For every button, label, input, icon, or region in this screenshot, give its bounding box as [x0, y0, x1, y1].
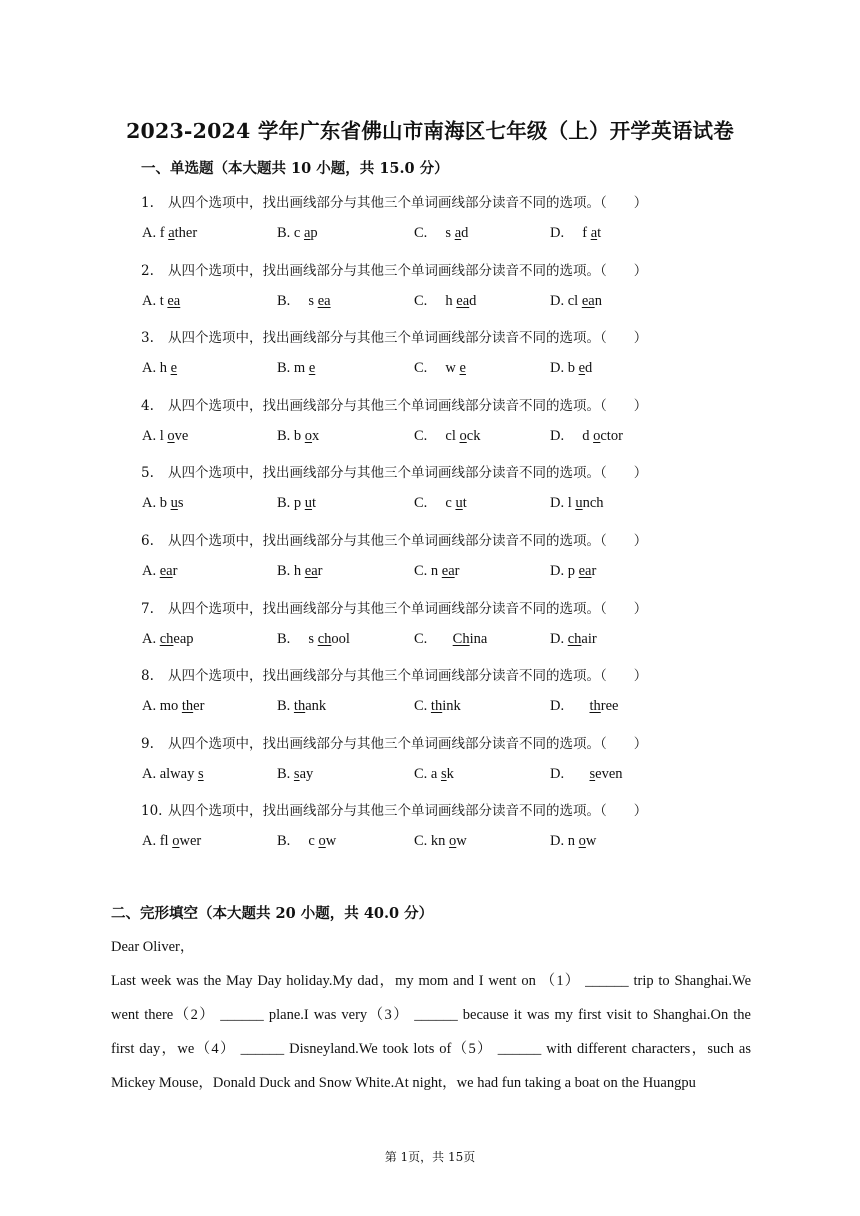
- option-prefix: B.: [277, 698, 294, 714]
- option-suffix: even: [595, 766, 623, 782]
- option-prefix: A. b: [142, 495, 171, 511]
- option-suffix: ve: [174, 428, 189, 444]
- option-prefix: B. h: [277, 563, 305, 579]
- option-prefix: C. h: [414, 293, 457, 309]
- page-footer: 第 1页，共 15页: [384, 1150, 476, 1164]
- underlined-letters: o: [167, 428, 175, 444]
- underlined-letters: s: [197, 766, 204, 782]
- answer-option[interactable]: [414, 766, 454, 783]
- option-prefix: B.: [277, 766, 294, 782]
- option-suffix: k: [446, 766, 454, 782]
- answer-option[interactable]: [142, 360, 177, 377]
- option-row: [142, 631, 702, 653]
- underlined-letters: e: [170, 360, 178, 376]
- option-prefix: D.: [550, 631, 568, 647]
- question-stem: [141, 191, 647, 211]
- option-suffix: nch: [582, 495, 604, 511]
- letter-greeting: Dear Oliver，: [111, 939, 195, 955]
- underlined-letters: ea: [578, 563, 592, 579]
- answer-option[interactable]: [550, 698, 618, 715]
- option-prefix: D. cl: [550, 293, 582, 309]
- underlined-letters: ea: [304, 563, 318, 579]
- underlined-letters: ea: [159, 563, 173, 579]
- option-suffix: ank: [305, 698, 327, 714]
- option-suffix: s: [177, 495, 184, 511]
- underlined-letters: ea: [317, 293, 331, 309]
- question-number: 9.: [141, 736, 154, 752]
- answer-option[interactable]: [550, 225, 601, 242]
- answer-option[interactable]: [550, 495, 604, 512]
- option-prefix: C. a: [414, 766, 441, 782]
- option-row: [142, 833, 702, 855]
- underlined-letters: e: [308, 360, 316, 376]
- option-prefix: D. b: [550, 360, 579, 376]
- option-prefix: D. n: [550, 833, 579, 849]
- underlined-letters: ea: [167, 293, 181, 309]
- option-prefix: A. alway: [142, 766, 198, 782]
- option-prefix: B. m: [277, 360, 309, 376]
- option-suffix: t: [597, 225, 602, 241]
- answer-option[interactable]: [414, 833, 467, 850]
- question-stem: [141, 799, 647, 819]
- answer-option[interactable]: [414, 698, 461, 715]
- option-row: [142, 360, 702, 382]
- option-prefix: C. n: [414, 563, 442, 579]
- option-prefix: D.: [550, 766, 590, 782]
- answer-option[interactable]: [277, 766, 313, 783]
- underlined-letters: s: [589, 766, 596, 782]
- answer-option[interactable]: [277, 360, 315, 377]
- option-prefix: A. f: [142, 225, 169, 241]
- underlined-letters: o: [304, 428, 313, 444]
- passage-line: Last week was the May Day holiday.My dad，my mom and I went on （1） ______ trip to Shanghai.We: [111, 973, 751, 989]
- answer-option[interactable]: [277, 428, 319, 445]
- option-prefix: C. s: [414, 225, 455, 241]
- question-number: 10.: [141, 803, 163, 819]
- option-prefix: B. c: [277, 225, 304, 241]
- underlined-letters: th: [181, 698, 194, 714]
- passage-line: first day，we（4） ______ Disneyland.We took lots of（5） ______ with different characters，such as: [111, 1041, 751, 1057]
- underlined-letters: ch: [317, 631, 332, 647]
- passage-line: went there（2） ______ plane.I was very（3） ______ because it was my first visit to Shanghai.On the: [111, 1007, 751, 1023]
- underlined-letters: Ch: [452, 631, 470, 647]
- underlined-letters: ea: [456, 293, 470, 309]
- question-stem: [141, 326, 647, 346]
- answer-option[interactable]: [550, 360, 592, 377]
- option-prefix: B. b: [277, 428, 305, 444]
- underlined-letters: o: [318, 833, 326, 849]
- question-number: 4.: [141, 398, 154, 414]
- option-prefix: B. s: [277, 631, 318, 647]
- option-suffix: wer: [179, 833, 202, 849]
- answer-option[interactable]: [142, 631, 194, 648]
- answer-option[interactable]: [277, 225, 318, 242]
- option-row: [142, 495, 702, 517]
- option-suffix: r: [317, 563, 323, 579]
- question-stem: [141, 529, 647, 549]
- answer-option[interactable]: [414, 631, 487, 648]
- answer-option[interactable]: [142, 766, 204, 783]
- exam-title: 2023-2024 学年广东省佛山市南海区七年级（上）开学英语试卷: [126, 119, 734, 143]
- option-prefix: B. c: [277, 833, 319, 849]
- option-suffix: n: [594, 293, 602, 309]
- passage-line: Mickey Mouse，Donald Duck and Snow White.At night，we had fun taking a boat on the Huangpu: [111, 1075, 696, 1091]
- underlined-letters: o: [593, 428, 601, 444]
- option-suffix: air: [581, 631, 597, 647]
- option-suffix: r: [454, 563, 460, 579]
- option-suffix: ree: [600, 698, 619, 714]
- question-text: 从四个选项中，找出画线部分与其他三个单词画线部分读音不同的选项。（ ）: [168, 330, 648, 346]
- section-2-heading: 二、完形填空（本大题共 20 小题，共 40.0 分）: [111, 905, 434, 922]
- answer-option[interactable]: [414, 495, 467, 512]
- question-number: 1.: [141, 195, 154, 211]
- answer-option[interactable]: [142, 698, 204, 715]
- option-suffix: d: [585, 360, 593, 376]
- question-stem: [141, 732, 647, 752]
- question-text: 从四个选项中，找出画线部分与其他三个单词画线部分读音不同的选项。（ ）: [168, 465, 648, 481]
- option-prefix: D. l: [550, 495, 576, 511]
- underlined-letters: a: [590, 225, 598, 241]
- answer-option[interactable]: [550, 428, 623, 445]
- underlined-letters: th: [589, 698, 601, 714]
- answer-option[interactable]: [142, 563, 177, 580]
- underlined-letters: u: [455, 495, 463, 511]
- answer-option[interactable]: [550, 293, 602, 310]
- option-suffix: w: [325, 833, 337, 849]
- option-suffix: ther: [174, 225, 198, 241]
- underlined-letters: u: [304, 495, 313, 511]
- option-prefix: A. mo: [142, 698, 182, 714]
- option-prefix: A. t: [142, 293, 168, 309]
- underlined-letters: ea: [441, 563, 455, 579]
- underlined-letters: ch: [567, 631, 582, 647]
- underlined-letters: u: [170, 495, 178, 511]
- answer-option[interactable]: [550, 631, 597, 648]
- option-prefix: A. h: [142, 360, 171, 376]
- answer-option[interactable]: [142, 428, 188, 445]
- answer-option[interactable]: [414, 293, 476, 310]
- underlined-letters: o: [449, 833, 457, 849]
- option-prefix: C. kn: [414, 833, 450, 849]
- option-prefix: C.: [414, 631, 453, 647]
- answer-option[interactable]: [142, 225, 197, 242]
- question-number: 6.: [141, 533, 154, 549]
- option-prefix: C. w: [414, 360, 460, 376]
- question-stem: [141, 597, 647, 617]
- option-prefix: B. p: [277, 495, 305, 511]
- question-stem: [141, 394, 647, 414]
- answer-option[interactable]: [142, 293, 180, 310]
- option-prefix: A. fl: [142, 833, 173, 849]
- option-prefix: D. f: [550, 225, 591, 241]
- question-number: 8.: [141, 668, 154, 684]
- option-suffix: r: [591, 563, 597, 579]
- option-suffix: p: [310, 225, 318, 241]
- question-stem: [141, 259, 647, 279]
- question-text: 从四个选项中，找出画线部分与其他三个单词画线部分读音不同的选项。（ ）: [168, 533, 648, 549]
- answer-option[interactable]: [277, 563, 323, 580]
- option-prefix: C. c: [414, 495, 456, 511]
- question-stem: [141, 461, 647, 481]
- question-text: 从四个选项中，找出画线部分与其他三个单词画线部分读音不同的选项。（ ）: [168, 601, 648, 617]
- answer-option[interactable]: [277, 293, 331, 310]
- option-prefix: C.: [414, 698, 431, 714]
- option-suffix: t: [312, 495, 317, 511]
- answer-option[interactable]: [277, 833, 336, 850]
- option-row: [142, 563, 702, 585]
- answer-option[interactable]: [414, 563, 460, 580]
- section-1-heading: 一、单选题（本大题共 10 小题，共 15.0 分）: [141, 160, 449, 177]
- option-suffix: w: [585, 833, 597, 849]
- answer-option[interactable]: [142, 495, 184, 512]
- underlined-letters: e: [578, 360, 586, 376]
- option-row: [142, 698, 702, 720]
- option-prefix: D.: [550, 698, 590, 714]
- question-stem: [141, 664, 647, 684]
- answer-option[interactable]: [414, 360, 466, 377]
- underlined-letters: ea: [581, 293, 595, 309]
- underlined-letters: u: [575, 495, 583, 511]
- answer-option[interactable]: [277, 495, 316, 512]
- underlined-letters: th: [430, 698, 443, 714]
- option-prefix: A.: [142, 563, 160, 579]
- answer-option[interactable]: [142, 833, 201, 850]
- underlined-letters: s: [293, 766, 300, 782]
- option-suffix: ctor: [600, 428, 623, 444]
- question-text: 从四个选项中，找出画线部分与其他三个单词画线部分读音不同的选项。（ ）: [168, 668, 648, 684]
- underlined-letters: o: [172, 833, 180, 849]
- option-suffix: ck: [466, 428, 481, 444]
- option-suffix: ay: [299, 766, 314, 782]
- question-text: 从四个选项中，找出画线部分与其他三个单词画线部分读音不同的选项。（ ）: [168, 803, 648, 819]
- option-suffix: eap: [173, 631, 194, 647]
- answer-option[interactable]: [277, 631, 350, 648]
- underlined-letters: a: [454, 225, 462, 241]
- option-row: [142, 428, 702, 450]
- underlined-letters: a: [303, 225, 311, 241]
- option-row: [142, 225, 702, 247]
- option-suffix: r: [172, 563, 178, 579]
- option-prefix: C. cl: [414, 428, 460, 444]
- answer-option[interactable]: [414, 225, 468, 242]
- underlined-letters: o: [578, 833, 586, 849]
- option-suffix: d: [461, 225, 469, 241]
- option-suffix: d: [469, 293, 477, 309]
- answer-option[interactable]: [414, 428, 480, 445]
- answer-option[interactable]: [550, 766, 623, 783]
- option-row: [142, 293, 702, 315]
- option-suffix: ool: [331, 631, 350, 647]
- option-suffix: ina: [469, 631, 488, 647]
- option-prefix: A. l: [142, 428, 168, 444]
- option-suffix: w: [456, 833, 467, 849]
- option-prefix: D. d: [550, 428, 594, 444]
- answer-option[interactable]: [550, 563, 596, 580]
- option-suffix: t: [462, 495, 467, 511]
- question-number: 2.: [141, 263, 154, 279]
- option-suffix: er: [193, 698, 205, 714]
- option-prefix: A.: [142, 631, 160, 647]
- answer-option[interactable]: [550, 833, 596, 850]
- option-prefix: B. s: [277, 293, 318, 309]
- underlined-letters: e: [459, 360, 466, 376]
- question-number: 7.: [141, 601, 154, 617]
- underlined-letters: o: [459, 428, 467, 444]
- underlined-letters: th: [293, 698, 306, 714]
- option-suffix: x: [312, 428, 320, 444]
- option-prefix: D. p: [550, 563, 579, 579]
- question-number: 5.: [141, 465, 154, 481]
- question-text: 从四个选项中，找出画线部分与其他三个单词画线部分读音不同的选项。（ ）: [168, 398, 648, 414]
- question-text: 从四个选项中，找出画线部分与其他三个单词画线部分读音不同的选项。（ ）: [168, 736, 648, 752]
- underlined-letters: a: [168, 225, 175, 241]
- question-number: 3.: [141, 330, 154, 346]
- question-text: 从四个选项中，找出画线部分与其他三个单词画线部分读音不同的选项。（ ）: [168, 263, 648, 279]
- underlined-letters: ch: [159, 631, 174, 647]
- underlined-letters: s: [440, 766, 447, 782]
- question-text: 从四个选项中，找出画线部分与其他三个单词画线部分读音不同的选项。（ ）: [168, 195, 648, 211]
- option-suffix: ink: [442, 698, 461, 714]
- option-row: [142, 766, 702, 788]
- answer-option[interactable]: [277, 698, 326, 715]
